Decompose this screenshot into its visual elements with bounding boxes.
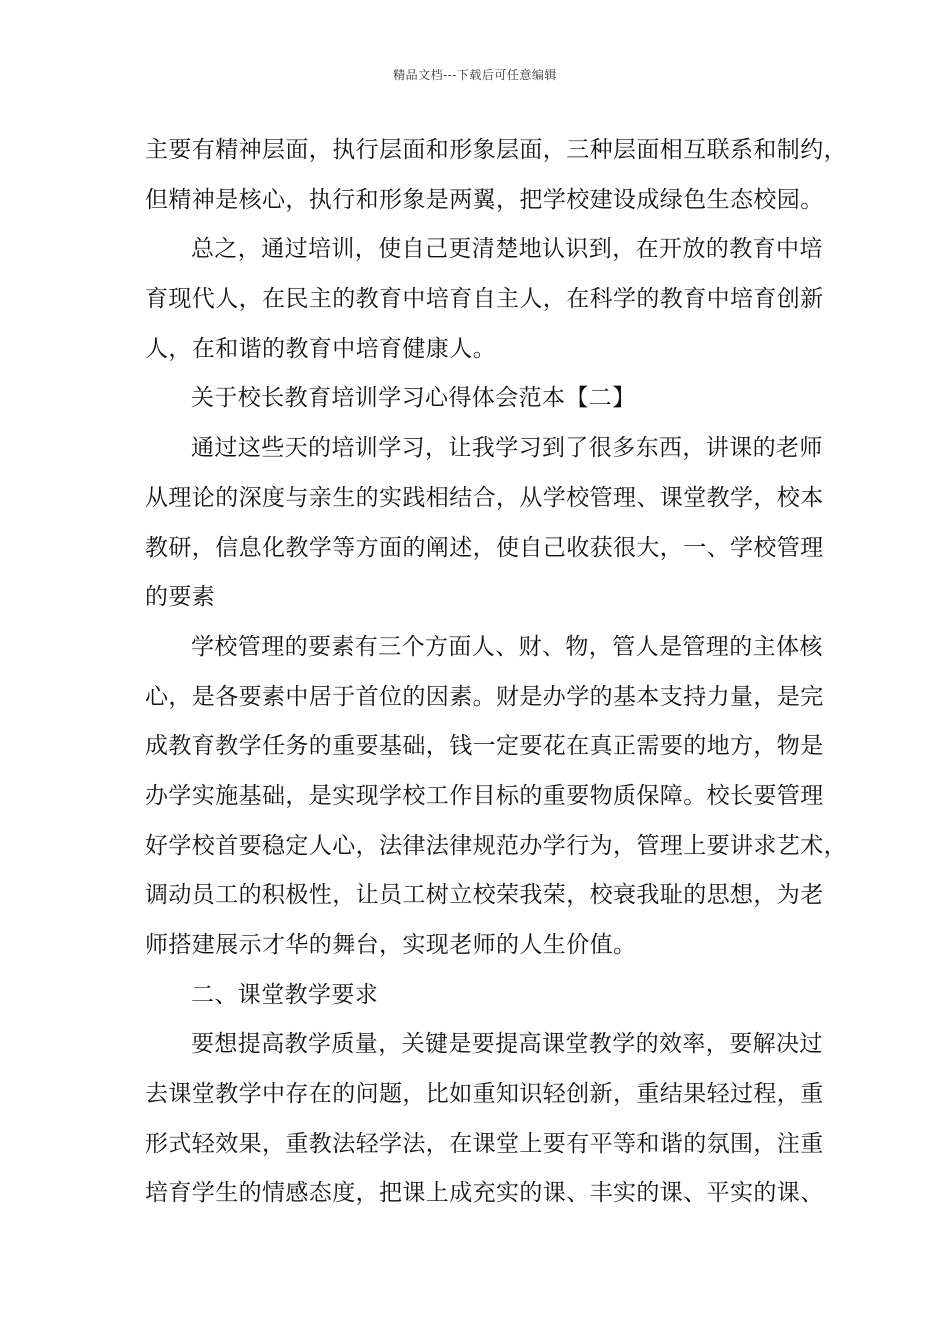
paragraph-first-line: 学校管理的要素有三个方面人、财、物，管人是管理的主体核 [191, 633, 823, 660]
text-line: 教研，信息化教学等方面的阐述，使自己收获很大，一、学校管理 [145, 534, 824, 561]
text-line: 好学校首要稳定人心，法律法律规范办学行为，管理上要讲求艺术， [145, 832, 847, 859]
text-line: 的要素 [145, 584, 216, 611]
paragraph-first-line: 通过这些天的培训学习，让我学习到了很多东西，讲课的老师 [191, 435, 823, 462]
text-line: 从理论的深度与亲生的实践相结合，从学校管理、课堂教学，校本 [145, 484, 824, 511]
page-header: 精品文档---下载后可任意编辑 [393, 68, 557, 82]
paragraph-first-line: 总之，通过培训，使自己更清楚地认识到，在开放的教育中培 [191, 236, 823, 263]
section-title: 二、课堂教学要求 [191, 981, 379, 1008]
text-line: 心，是各要素中居于首位的因素。财是办学的基本支持力量，是完 [145, 683, 824, 710]
text-line: 人，在和谐的教育中培育健康人。 [145, 335, 496, 362]
text-line: 师搭建展示才华的舞台，实现老师的人生价值。 [145, 932, 637, 958]
text-line: 成教育教学任务的重要基础，钱一定要花在真正需要的地方，物是 [145, 733, 824, 760]
paragraph-first-line: 要想提高教学质量，关键是要提高课堂教学的效率，要解决过 [191, 1031, 823, 1058]
section-title: 关于校长教育培训学习心得体会范本【二】 [191, 385, 636, 412]
text-line: 育现代人，在民主的教育中培育自主人，在科学的教育中培育创新 [145, 286, 824, 313]
text-line: 调动员工的积极性，让员工树立校荣我荣，校衰我耻的思想，为老 [145, 882, 824, 909]
text-line: 主要有精神层面，执行层面和形象层面，三种层面相互联系和制约， [145, 137, 847, 163]
text-line: 培育学生的情感态度，把课上成充实的课、丰实的课、平实的课、 [145, 1180, 824, 1207]
text-line: 但精神是核心，执行和形象是两翼，把学校建设成绿色生态校园。 [145, 186, 824, 213]
text-line: 办学实施基础，是实现学校工作目标的重要物质保障。校长要管理 [145, 782, 824, 809]
document-body [145, 130, 847, 1223]
text-line: 去课堂教学中存在的问题，比如重知识轻创新，重结果轻过程，重 [145, 1081, 824, 1108]
text-line: 形式轻效果，重教法轻学法，在课堂上要有平等和谐的氛围，注重 [145, 1130, 824, 1157]
